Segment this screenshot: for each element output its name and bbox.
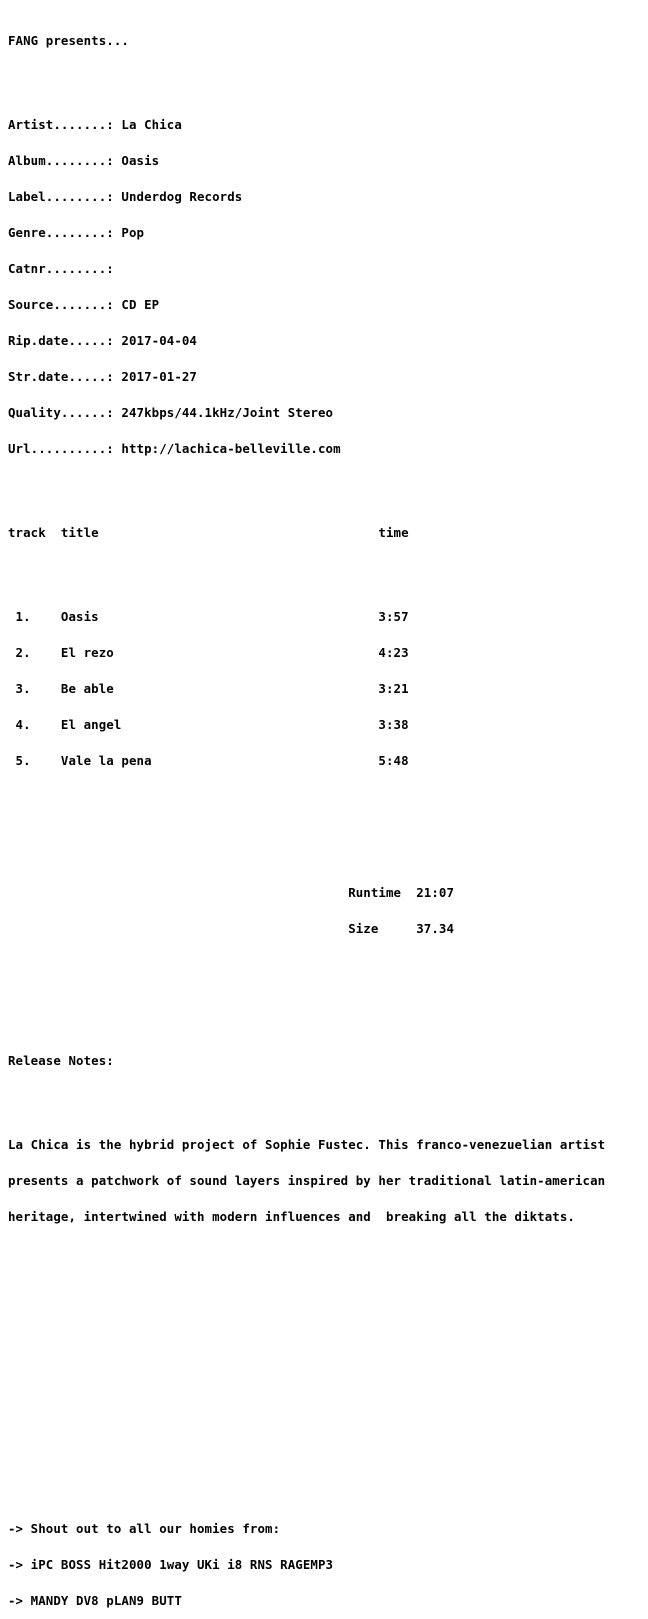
blank-line	[8, 1403, 644, 1415]
blank-line	[8, 971, 644, 983]
info-rip-date: Rip.date.....: 2017-04-04	[8, 333, 197, 348]
info-str-date: Str.date.....: 2017-01-27	[8, 369, 197, 384]
blank-line	[8, 1439, 644, 1451]
blank-line	[8, 1091, 644, 1103]
track-row: 2. El rezo 4:23	[8, 645, 409, 660]
info-url: Url..........: http://lachica-belleville.com	[8, 441, 341, 456]
blank-line	[8, 1331, 644, 1343]
nfo-text-document	[8, 11, 644, 1619]
info-label: Label........: Underdog Records	[8, 189, 243, 204]
release-header: FANG presents...	[8, 33, 129, 48]
blank-line	[8, 563, 644, 575]
track-row: 5. Vale la pena 5:48	[8, 753, 409, 768]
info-artist: Artist.......: La Chica	[8, 117, 182, 132]
release-notes-line: La Chica is the hybrid project of Sophie Fustec. This franco-venezuelian artist	[8, 1137, 606, 1152]
blank-line	[8, 71, 644, 83]
shoutout-line: -> MANDY DV8 pLAN9 BUTT	[8, 1593, 182, 1608]
blank-line	[8, 1007, 644, 1019]
info-quality: Quality......: 247kbps/44.1kHz/Joint Stereo	[8, 405, 334, 420]
blank-line	[8, 1259, 644, 1271]
info-catnr: Catnr........:	[8, 261, 122, 276]
release-notes-line: presents a patchwork of sound layers inspired by her traditional latin-american	[8, 1173, 606, 1188]
blank-line	[8, 491, 644, 503]
blank-line	[8, 839, 644, 851]
info-genre: Genre........: Pop	[8, 225, 145, 240]
runtime-total: Runtime 21:07	[8, 885, 455, 900]
track-row: 1. Oasis 3:57	[8, 609, 409, 624]
release-notes-heading: Release Notes:	[8, 1053, 114, 1068]
tracklist-header: track title time	[8, 525, 409, 540]
track-row: 4. El angel 3:38	[8, 717, 409, 732]
blank-line	[8, 803, 644, 815]
info-source: Source.......: CD EP	[8, 297, 160, 312]
size-total: Size 37.34	[8, 921, 455, 936]
shoutout-line: -> iPC BOSS Hit2000 1way UKi i8 RNS RAGEMP3	[8, 1557, 334, 1572]
release-notes-line: heritage, intertwined with modern influences and breaking all the diktats.	[8, 1209, 575, 1224]
track-row: 3. Be able 3:21	[8, 681, 409, 696]
info-album: Album........: Oasis	[8, 153, 160, 168]
blank-line	[8, 1295, 644, 1307]
blank-line	[8, 1475, 644, 1487]
shoutout-line: -> Shout out to all our homies from:	[8, 1521, 281, 1536]
blank-line	[8, 1367, 644, 1379]
